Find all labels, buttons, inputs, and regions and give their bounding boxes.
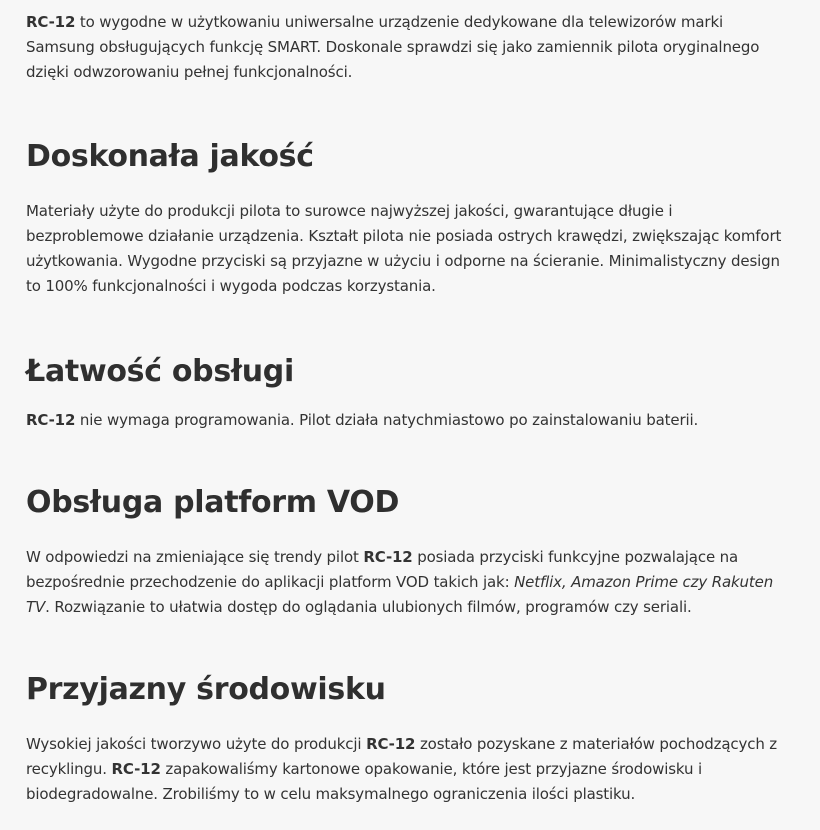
intro-text: to wygodne w użytkowaniu uniwersalne urządzenie dedykowane dla telewizorów marki Samsung obsługujących funkcję SMART. Doskonale sprawdzi się jako zamiennik pilota oryginalnego dzięki odwzorowaniu pełnej funkcjonalności.: [26, 13, 760, 81]
paragraph-quality: Materiały użyte do produkcji pilota to surowce najwyższej jakości, gwarantujące długie i bezproblemowe działanie urządzenia. Kształt pilota nie posiada ostrych krawędzi, zwiększając komfort użytkowania. Wygodne przyciski są przyjazne w użyciu i odporne na ścieranie. Minimalistyczny design to 100% funkcjonalności i wygoda podczas korzystania.: [26, 202, 782, 295]
heading-quality: Doskonała jakość: [26, 139, 314, 174]
heading-vod: Obsługa platform VOD: [26, 485, 400, 520]
product-name: RC-12: [26, 13, 76, 31]
ease-of-use-text: nie wymaga programowania. Pilot działa natychmiastowo po zainstalowaniu baterii.: [75, 411, 699, 429]
product-name: RC-12: [363, 548, 413, 566]
heading-ease-of-use: Łatwość obsługi: [26, 354, 294, 389]
vod-platforms: Netflix, Amazon Prime czy Rakuten TV: [26, 573, 774, 616]
product-name: RC-12: [26, 411, 76, 429]
eco-text-before: Wysokiej jakości tworzywo użyte do produkcji: [26, 735, 367, 753]
paragraph-ease-of-use: [26, 408, 794, 433]
eco-text-middle: zostało pozyskane z materiałów pochodzących z recyklingu.: [26, 735, 778, 778]
intro-paragraph: [26, 10, 794, 85]
heading-eco: Przyjazny środowisku: [26, 672, 386, 707]
vod-text-before: W odpowiedzi na zmieniające się trendy pilot: [26, 548, 364, 566]
vod-text-after: . Rozwiązanie to ułatwia dostęp do oglądania ulubionych filmów, programów czy seriali.: [45, 598, 692, 616]
paragraph-vod: [26, 545, 794, 620]
eco-text-after: zapakowaliśmy kartonowe opakowanie, które jest przyjazne środowisku i biodegradowalne. Zrobiliśmy to w celu maksymalnego ograniczenia ilości plastiku.: [26, 760, 702, 803]
product-name: RC-12: [366, 735, 416, 753]
product-name: RC-12: [111, 760, 161, 778]
vod-text-middle: posiada przyciski funkcyjne pozwalające na bezpośrednie przechodzenie do aplikacji platform VOD takich jak:: [26, 548, 739, 591]
paragraph-eco: [26, 732, 794, 807]
